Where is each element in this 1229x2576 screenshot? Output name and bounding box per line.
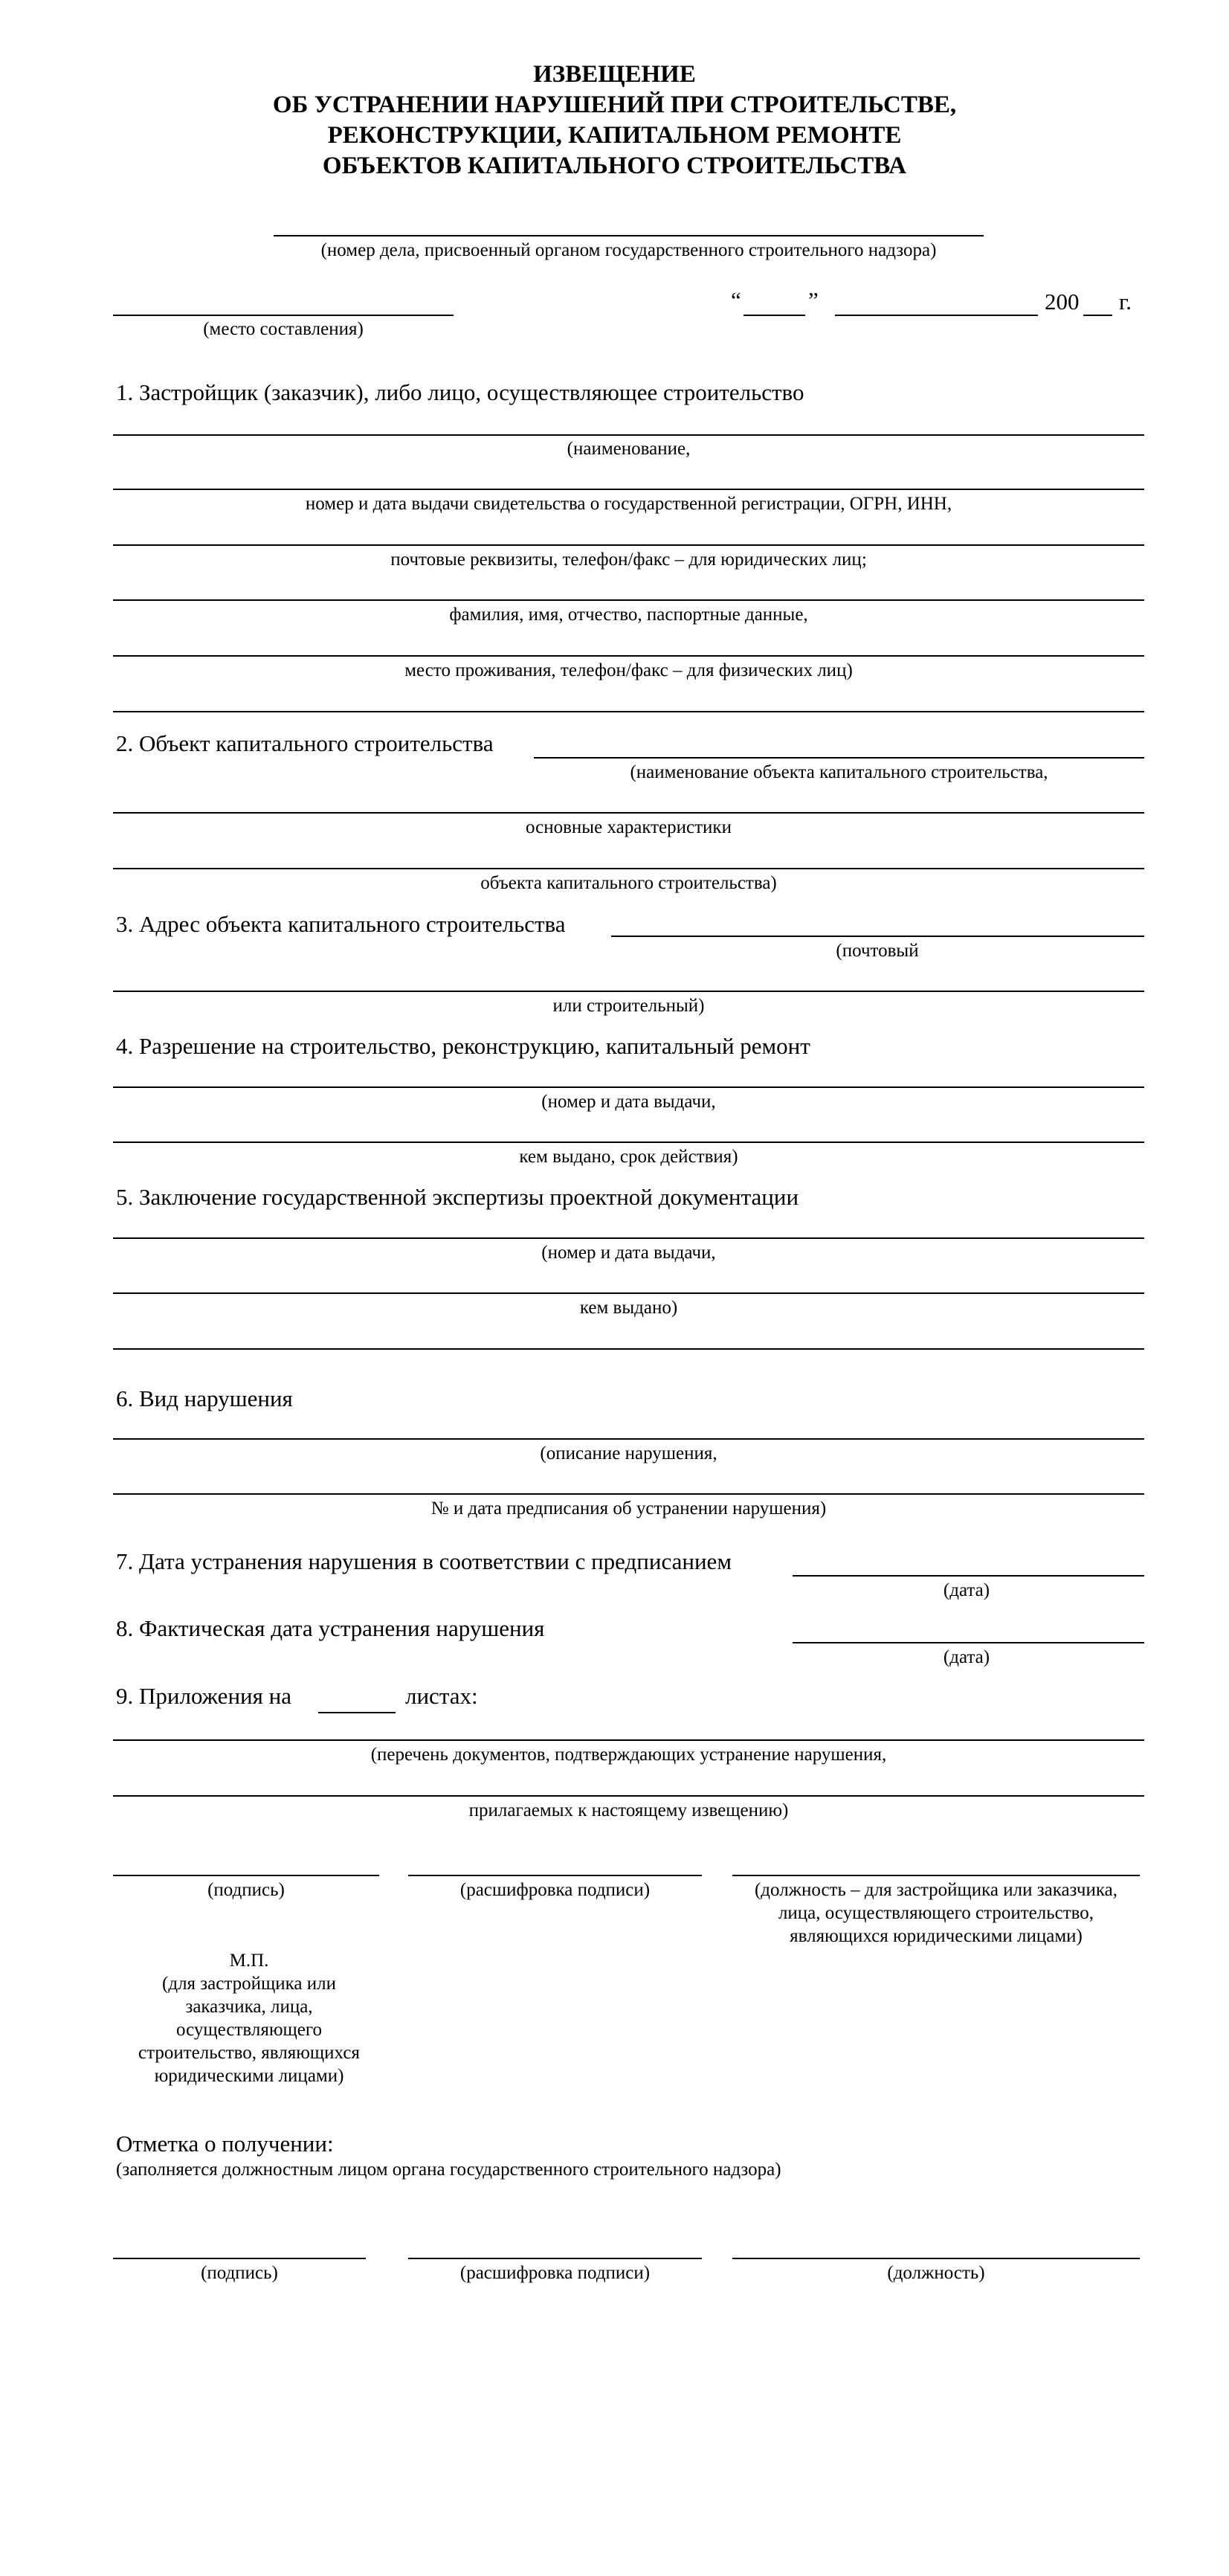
section2-label: 2. Объект капитального строительства: [116, 730, 494, 756]
receipt-signature-field[interactable]: [113, 2258, 366, 2259]
position-caption-3: являющихся юридическими лицами): [790, 1926, 1083, 1946]
section1-caption-3: почтовые реквизиты, телефон/факс – для юридических лиц;: [390, 550, 867, 570]
signature-decode-field[interactable]: [408, 1875, 702, 1876]
section9-label-prefix: 9. Приложения на: [116, 1683, 291, 1709]
section9-caption-2: прилагаемых к настоящему извещению): [468, 1800, 789, 1820]
section6-field-2[interactable]: [113, 1493, 1144, 1495]
stamp-line-1: М.П.: [229, 1951, 269, 1971]
signature-field[interactable]: [113, 1875, 379, 1876]
place-caption: (место составления): [203, 319, 364, 339]
section8-label: 8. Фактическая дата устранения нарушения: [116, 1615, 545, 1641]
section3-caption-1: (почтовый: [836, 941, 919, 961]
section5-label: 5. Заключение государственной экспертизы проектной документации: [116, 1184, 799, 1210]
section1-caption-5: место проживания, телефон/факс – для физических лиц): [404, 660, 853, 680]
section2-field-2[interactable]: [113, 812, 1144, 814]
section1-field-1[interactable]: [113, 434, 1144, 436]
section6-label: 6. Вид нарушения: [116, 1385, 293, 1411]
title-line-4: ОБЪЕКТОВ КАПИТАЛЬНОГО СТРОИТЕЛЬСТВА: [322, 152, 907, 179]
section2-caption-3: объекта капитального строительства): [480, 873, 777, 893]
signature-caption: (подпись): [207, 1880, 285, 1900]
section4-caption-1: (номер и дата выдачи,: [541, 1092, 716, 1112]
section9-sheets-field[interactable]: [318, 1712, 396, 1713]
section2-field-1[interactable]: [534, 757, 1144, 759]
section9-caption-1: (перечень документов, подтверждающих устранение нарушения,: [370, 1745, 887, 1765]
section5-field-3[interactable]: [113, 1348, 1144, 1350]
case-number-caption: (номер дела, присвоенный органом государственного строительного надзора): [320, 240, 937, 260]
date-year-field[interactable]: [1083, 315, 1112, 316]
section4-field-2[interactable]: [113, 1142, 1144, 1143]
date-month-field[interactable]: [835, 315, 1038, 316]
section2-field-3[interactable]: [113, 868, 1144, 869]
stamp-line-4: осуществляющего: [176, 2020, 322, 2040]
section5-caption-2: кем выдано): [579, 1298, 678, 1318]
receipt-decode-caption: (расшифровка подписи): [459, 2263, 651, 2283]
section3-field-2[interactable]: [113, 991, 1144, 992]
section1-field-3[interactable]: [113, 544, 1144, 546]
section5-field-1[interactable]: [113, 1237, 1144, 1239]
date-year-suffix: г.: [1119, 289, 1132, 315]
section9-field-2[interactable]: [113, 1795, 1144, 1797]
section1-field-2[interactable]: [113, 489, 1144, 490]
date-day-field[interactable]: [743, 315, 805, 316]
title-line-3: РЕКОНСТРУКЦИИ, КАПИТАЛЬНОМ РЕМОНТЕ: [327, 122, 902, 149]
receipt-signature-caption: (подпись): [201, 2263, 278, 2283]
section5-caption-1: (номер и дата выдачи,: [541, 1243, 716, 1263]
section2-caption-2: основные характеристики: [526, 817, 732, 837]
stamp-line-2: (для застройщика или: [162, 1974, 336, 1994]
section9-field-1[interactable]: [113, 1739, 1144, 1741]
section7-date-field[interactable]: [793, 1575, 1144, 1577]
section1-caption-1: (наименование,: [567, 439, 691, 459]
section8-caption: (дата): [943, 1647, 990, 1667]
date-close-quote: ”: [808, 287, 819, 313]
stamp-line-3: заказчика, лица,: [185, 1997, 313, 2017]
section1-caption-4: фамилия, имя, отчество, паспортные данные,: [449, 605, 808, 625]
section9-label-suffix: листах:: [405, 1683, 478, 1709]
section5-field-2[interactable]: [113, 1292, 1144, 1294]
section4-field-1[interactable]: [113, 1086, 1144, 1088]
section4-caption-2: кем выдано, срок действия): [519, 1147, 738, 1167]
section3-label: 3. Адрес объекта капитального строительства: [116, 911, 566, 937]
position-caption-1: (должность – для застройщика или заказчика,: [754, 1880, 1117, 1900]
receipt-position-caption: (должность): [887, 2263, 985, 2283]
stamp-line-6: юридическими лицами): [154, 2066, 344, 2086]
section8-date-field[interactable]: [793, 1642, 1144, 1643]
section3-caption-2: или строительный): [552, 996, 705, 1016]
section3-field-1[interactable]: [611, 936, 1144, 937]
section4-label: 4. Разрешение на строительство, реконструкцию, капитальный ремонт: [116, 1033, 810, 1059]
section1-field-5[interactable]: [113, 655, 1144, 657]
section2-caption-1: (наименование объекта капитального строительства,: [630, 762, 1048, 782]
section6-field-1[interactable]: [113, 1438, 1144, 1440]
case-number-field[interactable]: [274, 235, 984, 236]
position-field[interactable]: [732, 1875, 1140, 1876]
section1-field-4[interactable]: [113, 599, 1144, 601]
section7-caption: (дата): [943, 1580, 990, 1600]
section1-field-6[interactable]: [113, 711, 1144, 712]
receipt-position-field[interactable]: [732, 2258, 1140, 2259]
section7-label: 7. Дата устранения нарушения в соответствии с предписанием: [116, 1548, 732, 1574]
stamp-line-5: строительство, являющихся: [138, 2043, 360, 2063]
date-year-prefix: 200: [1045, 289, 1080, 315]
receipt-decode-field[interactable]: [408, 2258, 702, 2259]
section6-caption-1: (описание нарушения,: [540, 1443, 717, 1464]
section1-label: 1. Застройщик (заказчик), либо лицо, осуществляющее строительство: [116, 379, 804, 405]
date-open-quote: “: [731, 287, 741, 313]
position-caption-2: лица, осуществляющего строительство,: [778, 1903, 1094, 1923]
section1-caption-2: номер и дата выдачи свидетельства о государственной регистрации, ОГРН, ИНН,: [305, 494, 952, 514]
section6-caption-2: № и дата предписания об устранении нарушения): [430, 1498, 827, 1519]
signature-decode-caption: (расшифровка подписи): [459, 1880, 651, 1900]
receipt-title: Отметка о получении:: [116, 2131, 334, 2157]
title-line-2: ОБ УСТРАНЕНИИ НАРУШЕНИЙ ПРИ СТРОИТЕЛЬСТВЕ,: [272, 91, 957, 118]
title-line-1: ИЗВЕЩЕНИЕ: [533, 61, 696, 88]
receipt-note: (заполняется должностным лицом органа государственного строительного надзора): [116, 2160, 781, 2180]
place-field[interactable]: [113, 315, 454, 316]
